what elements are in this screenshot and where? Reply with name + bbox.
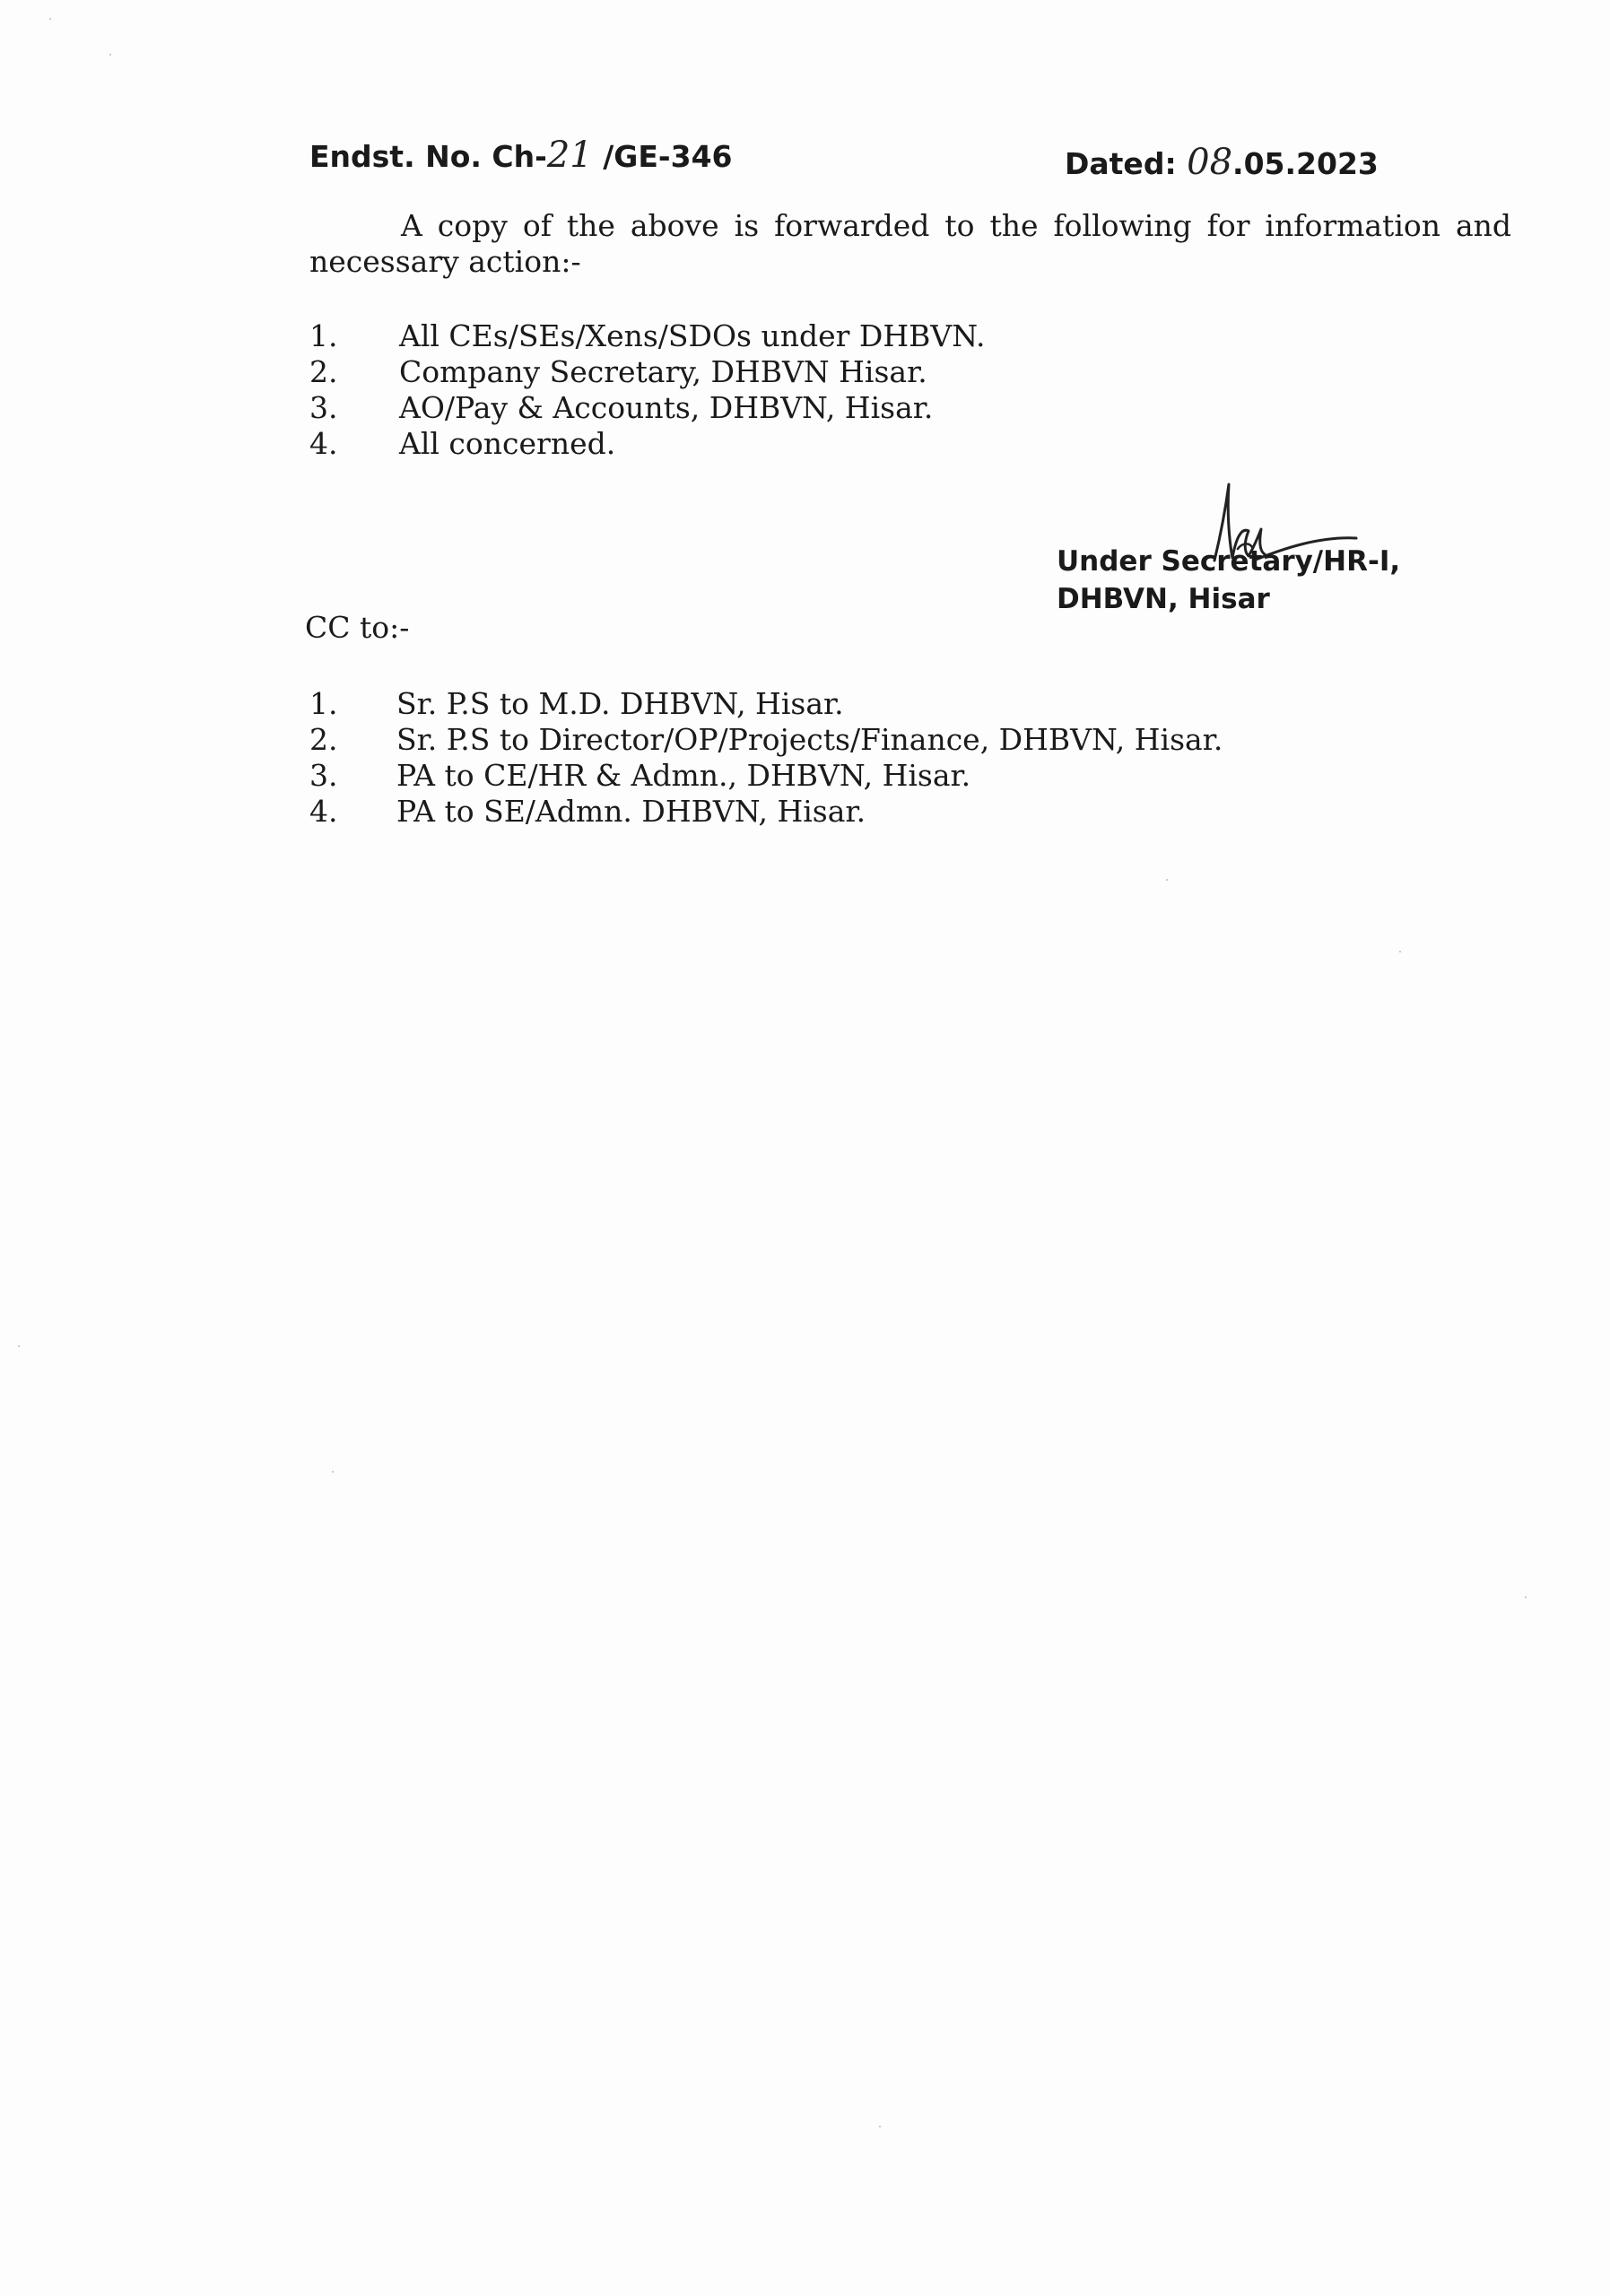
cc-label: CC to:- [305,610,410,645]
item-text: Sr. P.S to M.D. DHBVN, Hisar. [396,686,844,721]
item-number: 2. [309,722,338,757]
item-number: 1. [309,686,338,721]
list-item [309,722,1223,758]
list-item [309,426,985,462]
cc-list [309,686,1223,830]
recipient-list [309,318,985,462]
scan-speck [1525,1596,1527,1598]
endorsement-header [309,135,1379,183]
item-number: 3. [309,390,338,425]
scan-speck [109,54,111,56]
item-number: 4. [309,794,338,829]
item-text: All concerned. [399,426,616,461]
list-item [309,318,985,354]
list-item [309,390,985,426]
date-suffix: .05.2023 [1232,146,1379,181]
item-text: Company Secretary, DHBVN Hisar. [399,354,927,389]
scan-speck [1399,951,1401,952]
forwarding-paragraph: A copy of the above is forwarded to the following for information and necessary action:- [309,208,1511,279]
signatory-block [1057,543,1400,618]
scan-speck [332,1471,334,1473]
item-text: All CEs/SEs/Xens/SDOs under DHBVN. [399,318,986,353]
item-number: 1. [309,318,338,353]
handwritten-number: 21 [546,135,593,176]
scan-speck [18,1345,20,1347]
item-text: PA to CE/HR & Admn., DHBVN, Hisar. [396,758,971,793]
scan-speck [1166,879,1168,881]
signatory-designation: Under Secretary/HR-I, [1057,545,1401,578]
item-number: 2. [309,354,338,389]
handwritten-day: 08 [1187,142,1233,183]
date [1065,142,1379,183]
list-item [309,794,1223,830]
scan-speck [879,2126,881,2127]
endorsement-number [309,135,733,176]
scan-speck [49,18,51,20]
date-prefix: Dated: [1065,146,1188,181]
item-number: 4. [309,426,338,461]
list-item [309,686,1223,722]
item-text: AO/Pay & Accounts, DHBVN, Hisar. [399,390,934,425]
item-number: 3. [309,758,338,793]
list-item [309,354,985,390]
item-text: PA to SE/Admn. DHBVN, Hisar. [396,794,866,829]
item-text: Sr. P.S to Director/OP/Projects/Finance, DHBVN, Hisar. [396,722,1223,757]
signatory-office: DHBVN, Hisar [1057,583,1270,615]
endorsement-suffix: /GE-346 [592,139,733,174]
endorsement-prefix: Endst. No. Ch- [309,139,547,174]
list-item [309,758,1223,794]
